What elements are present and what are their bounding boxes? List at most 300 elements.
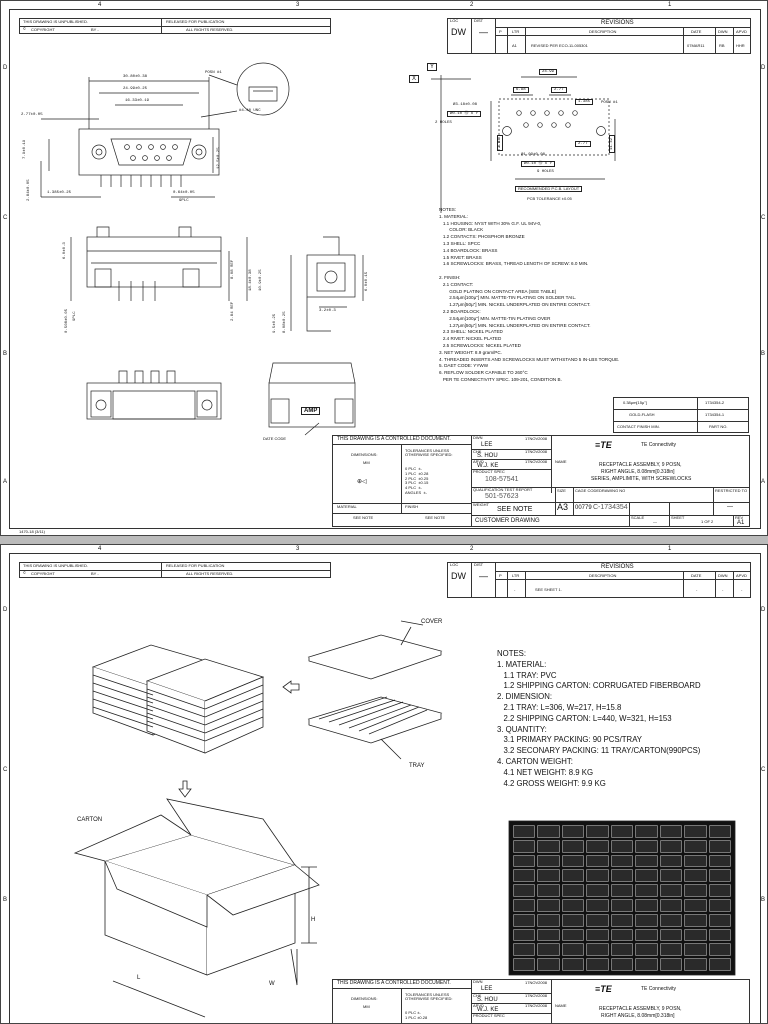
finish-row3-b: PART NO. — [709, 424, 728, 429]
dim-2-77: 2.77±0.05 — [21, 113, 43, 117]
finish-row3-a: CONTACT FINISH MIN. — [617, 424, 660, 429]
note-line: 2.3 SHELL: NICKEL PLATED — [439, 329, 503, 335]
tray-pocket — [635, 825, 657, 838]
dim-8-08: 8.08±0.25 — [283, 311, 287, 333]
tray-pocket — [562, 958, 584, 971]
tray-pocket — [562, 855, 584, 868]
tray-pocket — [513, 869, 535, 882]
drawing-no-label: DRAWING NO — [599, 488, 626, 493]
note-line: 1.1 TRAY: PVC — [497, 670, 557, 680]
dim-2-84-ref: 2.84 REF — [231, 301, 235, 321]
note-line: 1.6 SCREWLOCKS: BRASS, THREAD LENGTH OF SCREW: 6.0 MIN. — [439, 261, 589, 267]
zone-row-a: A — [3, 479, 8, 485]
note-line: 3. NET WEIGHT: 8.9 gram/PC. — [439, 349, 502, 355]
tray-pocket — [562, 929, 584, 942]
note-line: 2.2 BOARDLOCK: — [439, 308, 481, 314]
rev-col-apvd: APVD — [736, 29, 747, 34]
tray-pocket — [586, 914, 608, 927]
dim-6-0-15: 6.0±0.15 — [365, 271, 369, 291]
apvd-value: W.J. KE — [477, 463, 499, 469]
note-line: 1. MATERIAL: — [439, 213, 469, 219]
zone-col-3-s2: 3 — [296, 546, 300, 552]
tolerances-label-2: TOLERANCES UNLESS OTHERWISE SPECIFIED: — [405, 992, 453, 1001]
tray-pocket — [709, 943, 731, 956]
apvd-label-2: APVD — [473, 1003, 484, 1008]
dwn-value: LEE — [481, 442, 493, 448]
pcb-layout-label: RECOMMENDED P.C.B. LAYOUT — [515, 186, 582, 192]
dist-label: DIST — [474, 18, 484, 23]
rev-col-dwn: DWN — [718, 29, 728, 34]
material-label: MATERIAL — [337, 504, 357, 509]
note-line: 2.2 SHIPPING CARTON: L=440, W=321, H=153 — [497, 713, 672, 723]
company-name: TE Connectivity — [641, 442, 677, 448]
material-value: SEE NOTE — [353, 515, 374, 520]
tray-pocket — [513, 929, 535, 942]
zone-col-1: 1 — [668, 2, 672, 8]
dim-10-9: 10.9±0.25 — [259, 269, 263, 291]
dim-24-99: 24.99±0.25 — [123, 87, 148, 91]
tray-pocket — [586, 929, 608, 942]
tray-pocket — [635, 914, 657, 927]
tray-pocket — [537, 884, 559, 897]
product-spec-label-2: PRODUCT SPEC — [473, 1013, 505, 1018]
rev2-ltr-value: - — [514, 587, 516, 592]
tray-pocket — [709, 840, 731, 853]
posn-label: POSN #1 — [205, 71, 222, 75]
rev-col-ltr: LTR — [512, 29, 520, 34]
note-line: 4. THREADED INSERTS AND SCREWLOCKS MUST WITHSTAND 5 IN-LBS TORQUE. — [439, 356, 620, 362]
tray-pocket — [635, 929, 657, 942]
tray-pocket — [709, 929, 731, 942]
tray-pocket — [586, 869, 608, 882]
tray-pocket — [660, 855, 682, 868]
rev-ltr-value: A1 — [512, 43, 517, 48]
tray-pocket — [537, 929, 559, 942]
note-line: 1. MATERIAL: — [497, 659, 547, 669]
scale-value: — — [653, 519, 657, 524]
pcb-2-holes: 2 HOLES — [435, 121, 452, 125]
zone-row-d: D — [3, 65, 8, 71]
tray-pocket — [709, 869, 731, 882]
tray-pocket — [513, 884, 535, 897]
dwn-label-2: DWN — [473, 979, 483, 984]
pcb-9-holes: 9 HOLES — [537, 170, 554, 174]
tray-pocket — [537, 914, 559, 927]
pcb-dim-1-385: 1.385 — [575, 99, 593, 105]
rev-apvd-value: HHR — [736, 43, 745, 48]
tolerance-line: 4 PLC ±- — [405, 485, 422, 491]
sheet-label: SHEET — [671, 515, 685, 520]
tolerance-line: 0 PLC ±- — [405, 466, 422, 471]
apvd-label: APVD — [473, 459, 484, 464]
title-line-3: SERIES, AMPLIMITE, WITH SCREWLOCKS — [591, 476, 692, 482]
cage-value: 00779 — [575, 505, 592, 511]
tray-pocket — [660, 869, 682, 882]
zone-row-b-right: B — [761, 351, 766, 357]
tolerance-line: ANGLES ±- — [405, 489, 427, 495]
note-line: 4. CARTON WEIGHT: — [497, 756, 573, 766]
tray-pocket — [709, 958, 731, 971]
rev-col-description: DESCRIPTION — [589, 29, 617, 34]
tray-pocket — [684, 958, 706, 971]
tolerance-line: 1 PLC ±0.28 — [405, 470, 429, 476]
pcb-dim-24-99: 24.99 — [539, 69, 557, 75]
cage-label: CAGE CODE — [575, 488, 600, 493]
finish-row1-b: 1734354-2 — [705, 400, 725, 405]
rights-label: ALL RIGHTS RESERVED. — [186, 27, 234, 32]
name-label: NAME — [555, 459, 567, 464]
controlled-doc-2: THIS DRAWING IS A CONTROLLED DOCUMENT. — [337, 980, 451, 986]
finish-row1-a: 0.38μm[15μ"] — [623, 400, 647, 405]
screwlock-left — [92, 145, 106, 159]
tray-pocket — [611, 943, 633, 956]
dim-1-385: 1.385±0.25 — [47, 191, 72, 195]
rev-dwn-value: RB — [719, 43, 725, 48]
carton-label: CARTON — [77, 817, 103, 823]
tray-pocket — [684, 869, 706, 882]
pcb-dim-1-09: Ø1.09±0.08 — [521, 153, 546, 157]
tray-pocket — [513, 855, 535, 868]
dist-label-2: DIST — [474, 562, 484, 567]
tray-pocket — [586, 840, 608, 853]
tray-pocket — [586, 958, 608, 971]
company-name-2: TE Connectivity — [641, 986, 677, 992]
weight-label: WEIGHT — [473, 502, 489, 507]
dim-0-508: 0.508±0.05 — [65, 308, 69, 333]
tray-pocket — [635, 943, 657, 956]
bottom-view-body — [87, 383, 221, 419]
pcb-dim-11-42: 11.42 — [609, 135, 615, 153]
apvd-value-2: W.J. KE — [477, 1007, 499, 1013]
rights-label-2: ALL RIGHTS RESERVED. — [186, 571, 234, 576]
tray-pocket — [562, 840, 584, 853]
zone-col-1-s2: 1 — [668, 546, 672, 552]
tray-pocket — [684, 840, 706, 853]
tray-pocket — [635, 958, 657, 971]
rev-value: A1 — [737, 520, 745, 526]
tray-pocket — [537, 825, 559, 838]
product-spec-label: PRODUCT SPEC — [473, 469, 505, 474]
tray-pocket — [562, 884, 584, 897]
tray-pocket — [611, 958, 633, 971]
notes-sheet2 — [497, 649, 757, 789]
dim-18-4: 18.4±0.38 — [249, 269, 253, 291]
tray-pocket — [537, 899, 559, 912]
carton-dim-l: L — [137, 975, 141, 981]
chk-label: CHK — [473, 449, 482, 454]
note-line: GOLD PLATING ON CONTACT AREA (SEE TABLE) — [439, 288, 557, 294]
name-label-2: NAME — [555, 1003, 567, 1008]
tray-label: TRAY — [409, 763, 425, 769]
note-line: 1.2 SHIPPING CARTON: CORRUGATED FIBERBOARD — [497, 681, 701, 691]
finish-label: FINISH — [405, 504, 419, 509]
tray-pocket — [635, 840, 657, 853]
note-line — [439, 268, 739, 275]
tray-pocket — [635, 855, 657, 868]
note-line: 1.27μm[50μ"] MIN. NICKEL UNDERPLATED ON ENTIRE CONTACT. — [439, 302, 591, 308]
copyright-by: BY - — [91, 27, 99, 32]
rev-col-date: DATE — [691, 29, 702, 34]
pin-row-top — [125, 145, 178, 150]
tray-pocket — [660, 958, 682, 971]
loc-label: LOC — [450, 18, 459, 23]
tray-pocket — [684, 943, 706, 956]
zone-col-3: 3 — [296, 2, 300, 8]
title2-line-1: RECEPTACLE ASSEMBLY, 9 POSN, — [599, 1006, 682, 1012]
rev2-col-apvd: APVD — [736, 573, 747, 578]
front-view-shell — [79, 129, 219, 175]
dimensions-label-2: DIMENSIONS: — [351, 996, 378, 1001]
apvd-date: 17NOV2008 — [525, 459, 548, 464]
zone-row-d-right: D — [761, 65, 766, 71]
tolerances-label: TOLERANCES UNLESS OTHERWISE SPECIFIED: — [405, 448, 453, 457]
dim-12-5: 12.5±0.25 — [217, 147, 221, 169]
rev-label: REV — [735, 515, 744, 520]
released-label: RELEASED FOR PUBLICATION — [166, 19, 225, 24]
pcb-tolerance-label: PCB TOLERANCE ±0.05 — [527, 196, 572, 201]
dimensions-label: DIMENSIONS: — [351, 452, 378, 457]
d-sub-face — [111, 139, 191, 165]
tray-pocket — [684, 825, 706, 838]
rev-col-p: P — [499, 29, 502, 34]
tray-pocket — [709, 825, 731, 838]
unpublished-note-2: THIS DRAWING IS UNPUBLISHED. — [23, 563, 88, 568]
note-line: NOTES: — [439, 207, 457, 212]
datum-x: X — [409, 75, 419, 83]
note-line: 4.1 NET WEIGHT: 8.9 KG — [497, 767, 594, 777]
tray-pocket — [611, 899, 633, 912]
copyright-label-2: COPYRIGHT — [31, 571, 55, 576]
tray-pocket — [513, 914, 535, 927]
pcb-dim-2-84: 2.84 — [497, 135, 503, 151]
zone-row-b: B — [3, 351, 8, 357]
tray-pocket — [586, 855, 608, 868]
tray-pocket — [684, 914, 706, 927]
te-logo: ≡TE — [595, 440, 612, 450]
tray-pocket — [611, 855, 633, 868]
rev2-col-ltr: LTR — [512, 573, 520, 578]
pcb-dim-3-18: Ø3.18±0.08 — [453, 103, 478, 107]
note-line: PER TE CONNECTIVITY SPEC. 109-201, CONDITION B. — [439, 376, 562, 382]
chk-label-2: CHK — [473, 993, 482, 998]
note-line: 2.54μm[100μ"] MIN. MATTE-TIN PLATING OVER — [439, 315, 551, 321]
product-spec-value: 108-57541 — [485, 476, 519, 483]
title-line-1: RECEPTACLE ASSEMBLY, 9 POSN, — [599, 462, 682, 468]
dimensions-unit: MM — [363, 460, 370, 465]
tray-pocket — [660, 825, 682, 838]
tray-pocket — [562, 943, 584, 956]
zone-col-4-s2: 4 — [98, 546, 102, 552]
amp-logo: AMP — [301, 407, 320, 415]
customer-drawing-label: CUSTOMER DRAWING — [475, 518, 540, 524]
tray-pocket — [537, 855, 559, 868]
tolerance-line: 3 PLC ±0.15 — [405, 480, 429, 486]
finish-row2-b: 1734354-1 — [705, 412, 725, 417]
thread-label: #4-40 UNC — [239, 109, 261, 113]
tray-pocket — [660, 914, 682, 927]
chk-date: 17NOV2008 — [525, 449, 548, 454]
dimensions-unit-2: MM — [363, 1004, 370, 1009]
tray-pocket — [709, 855, 731, 868]
rev-date-value: 07MAR11 — [687, 43, 705, 48]
zone-row-c-right: C — [761, 215, 766, 221]
tray-pocket — [537, 840, 559, 853]
restricted-label: RESTRICTED TO — [715, 488, 748, 493]
note-line: 2. FINISH: — [439, 274, 461, 280]
copyright-label: COPYRIGHT — [31, 27, 55, 32]
tray-pocket — [513, 840, 535, 853]
tray-pocket — [709, 914, 731, 927]
zone-col-4: 4 — [98, 2, 102, 8]
sheet-separator — [0, 536, 768, 544]
scale-label: SCALE — [631, 515, 645, 520]
tray-pocket — [635, 869, 657, 882]
revisions-title-2: REVISIONS — [601, 564, 634, 570]
dim-9plc: 9PLC — [179, 199, 189, 203]
tray-pocket — [709, 884, 731, 897]
note-line: 3.1 PRIMARY PACKING: 90 PCS/TRAY — [497, 735, 643, 745]
apvd-date-2: 17NOV2008 — [525, 1003, 548, 1008]
tolerance-0-2: 0 PLC ±- — [405, 1010, 421, 1015]
qual-report-value: 501-57623 — [485, 493, 519, 500]
dist-value-2: — — [479, 571, 488, 581]
zone-col-2-s2: 2 — [470, 546, 474, 552]
tray-pocket — [635, 884, 657, 897]
tray-pocket — [513, 943, 535, 956]
title-line-2: RIGHT ANGLE, 8.08mm[0.318in] — [601, 469, 675, 475]
sheet-number: 1 OF 2 — [701, 519, 714, 524]
carton-dim-w: W — [269, 981, 275, 987]
dim-2-84: 2.84±0.05 — [27, 179, 31, 201]
zone-row-b-s2: B — [3, 897, 8, 903]
loc-label-2: LOC — [450, 562, 459, 567]
rev2-col-description: DESCRIPTION — [589, 573, 617, 578]
tray-pocket — [684, 929, 706, 942]
zone-row-d-s2: D — [3, 607, 8, 613]
screwlock-right — [192, 145, 206, 159]
dwn-value-2: LEE — [481, 986, 493, 992]
tray-stack — [93, 645, 263, 753]
rev2-col-date: DATE — [691, 573, 702, 578]
zone-col-2: 2 — [470, 2, 474, 8]
tray-pocket — [684, 884, 706, 897]
finish-value: SEE NOTE — [425, 515, 446, 520]
tray-pocket — [513, 825, 535, 838]
tray-pocket — [611, 840, 633, 853]
form-number: 1470-18 (3/11) — [19, 529, 45, 534]
copyright-by-2: BY - — [91, 571, 99, 576]
note-line: 2.1 CONTACT: — [439, 281, 474, 287]
note-line: 6. REFLOW SOLDER CAPABLE TO 260°C — [439, 370, 528, 376]
restricted-value: — — [727, 504, 733, 510]
rev2-description-value: SEE SHEET 1. — [535, 587, 562, 592]
qual-report-label: QUALIFICATION TEST REPORT — [473, 487, 533, 492]
tray-pocket — [611, 884, 633, 897]
tray-pocket — [537, 958, 559, 971]
dim-30-80: 30.80±0.38 — [123, 75, 148, 79]
dwn-date: 17NOV2008 — [525, 436, 548, 441]
title2-line-2: RIGHT ANGLE, 8.08mm[0.318in] — [601, 1013, 675, 1019]
zone-row-c-s2-right: C — [761, 767, 766, 773]
note-line: 1.27μm[50μ"] MIN. NICKEL UNDERPLATED ON ENTIRE CONTACT. — [439, 322, 591, 328]
tray-pocket — [684, 855, 706, 868]
note-line: 2. DIMENSION: — [497, 692, 553, 702]
note-line: NOTES: — [497, 649, 527, 658]
dim-16-33: 16.33±0.19 — [125, 99, 150, 103]
dwn-label: DWN — [473, 435, 483, 440]
rev-description-value: REVISED PER ECO-11-005301 — [531, 43, 588, 48]
zone-row-d-s2-right: D — [761, 607, 766, 613]
date-code-label: DATE CODE — [263, 436, 287, 441]
notes-sheet1 — [439, 207, 739, 384]
tray-pocket — [537, 869, 559, 882]
tray-pocket — [660, 899, 682, 912]
drawing-no-value: C-1734354 — [593, 504, 628, 511]
dwn-date-2: 17NOV2008 — [525, 980, 548, 985]
chk-value: S. HOU — [477, 453, 498, 459]
dim-0-64: 0.64±0.05 — [173, 191, 195, 195]
pcb-fcf-2: Ø0.10 Ⓜ X Y — [521, 161, 555, 167]
side-view-body — [87, 237, 221, 287]
rev2-dwn-value: - — [722, 587, 724, 592]
pin-row-bottom — [131, 156, 172, 161]
tray-pocket — [611, 869, 633, 882]
pcb-fcf-1: Ø0.10 Ⓜ X Y — [447, 111, 481, 117]
pcb-dim-2-77: 2.77 — [551, 87, 567, 93]
note-line: 1.4 BOARDLOCK: BRASS — [439, 247, 498, 253]
dim-9-5: 9.5±0.25 — [273, 313, 277, 333]
carton-illustration — [75, 799, 319, 1017]
tray-pocket — [586, 943, 608, 956]
pcb-posn-label: POSN #1 — [601, 101, 618, 105]
copyright-icon: © — [23, 26, 26, 31]
tray-pocket — [709, 899, 731, 912]
size-label: SIZE — [557, 488, 566, 493]
detail-circle — [237, 63, 289, 115]
note-line: 3. QUANTITY: — [497, 724, 547, 734]
zone-row-c-s2: C — [3, 767, 8, 773]
tray-pocket — [684, 899, 706, 912]
note-line: 4.2 GROSS WEIGHT: 9.9 KG — [497, 778, 606, 788]
loc-value: DW — [451, 27, 466, 37]
tray-pocket — [537, 943, 559, 956]
tray-pocket-grid — [513, 825, 731, 971]
zone-row-a-right: A — [761, 479, 766, 485]
tray-pocket — [513, 899, 535, 912]
rev2-apvd-value: - — [741, 587, 743, 592]
te-logo-2: ≡TE — [595, 984, 612, 994]
note-line: 1.2 CONTACTS: PHOSPHOR BRONZE — [439, 234, 525, 240]
pcb-holes — [503, 111, 606, 136]
released-label-2: RELEASED FOR PUBLICATION — [166, 563, 225, 568]
tray-pocket — [660, 884, 682, 897]
pcb-dim-6-98: 6.98 — [513, 87, 529, 93]
loc-value-2: DW — [451, 571, 466, 581]
datum-y: Y — [427, 63, 437, 71]
tray-pocket — [562, 869, 584, 882]
tray-pocket — [635, 899, 657, 912]
unpublished-note: THIS DRAWING IS UNPUBLISHED. — [23, 19, 88, 24]
drawing-sheet-2 — [0, 544, 768, 1024]
note-line: 5. DAET CODE: YYWW — [439, 363, 489, 369]
zone-row-b-s2-right: B — [761, 897, 766, 903]
pcb-dim-2-77-b: 2.77 — [575, 141, 591, 147]
note-line: 1.5 RIVET: BRASS — [439, 254, 482, 260]
tray-pocket — [586, 825, 608, 838]
dim-side-9plc: 9PLC — [73, 311, 77, 321]
note-line: 2.5 SCREWLOCKS: NICKEL PLATED — [439, 342, 521, 348]
tray-pocket — [611, 929, 633, 942]
